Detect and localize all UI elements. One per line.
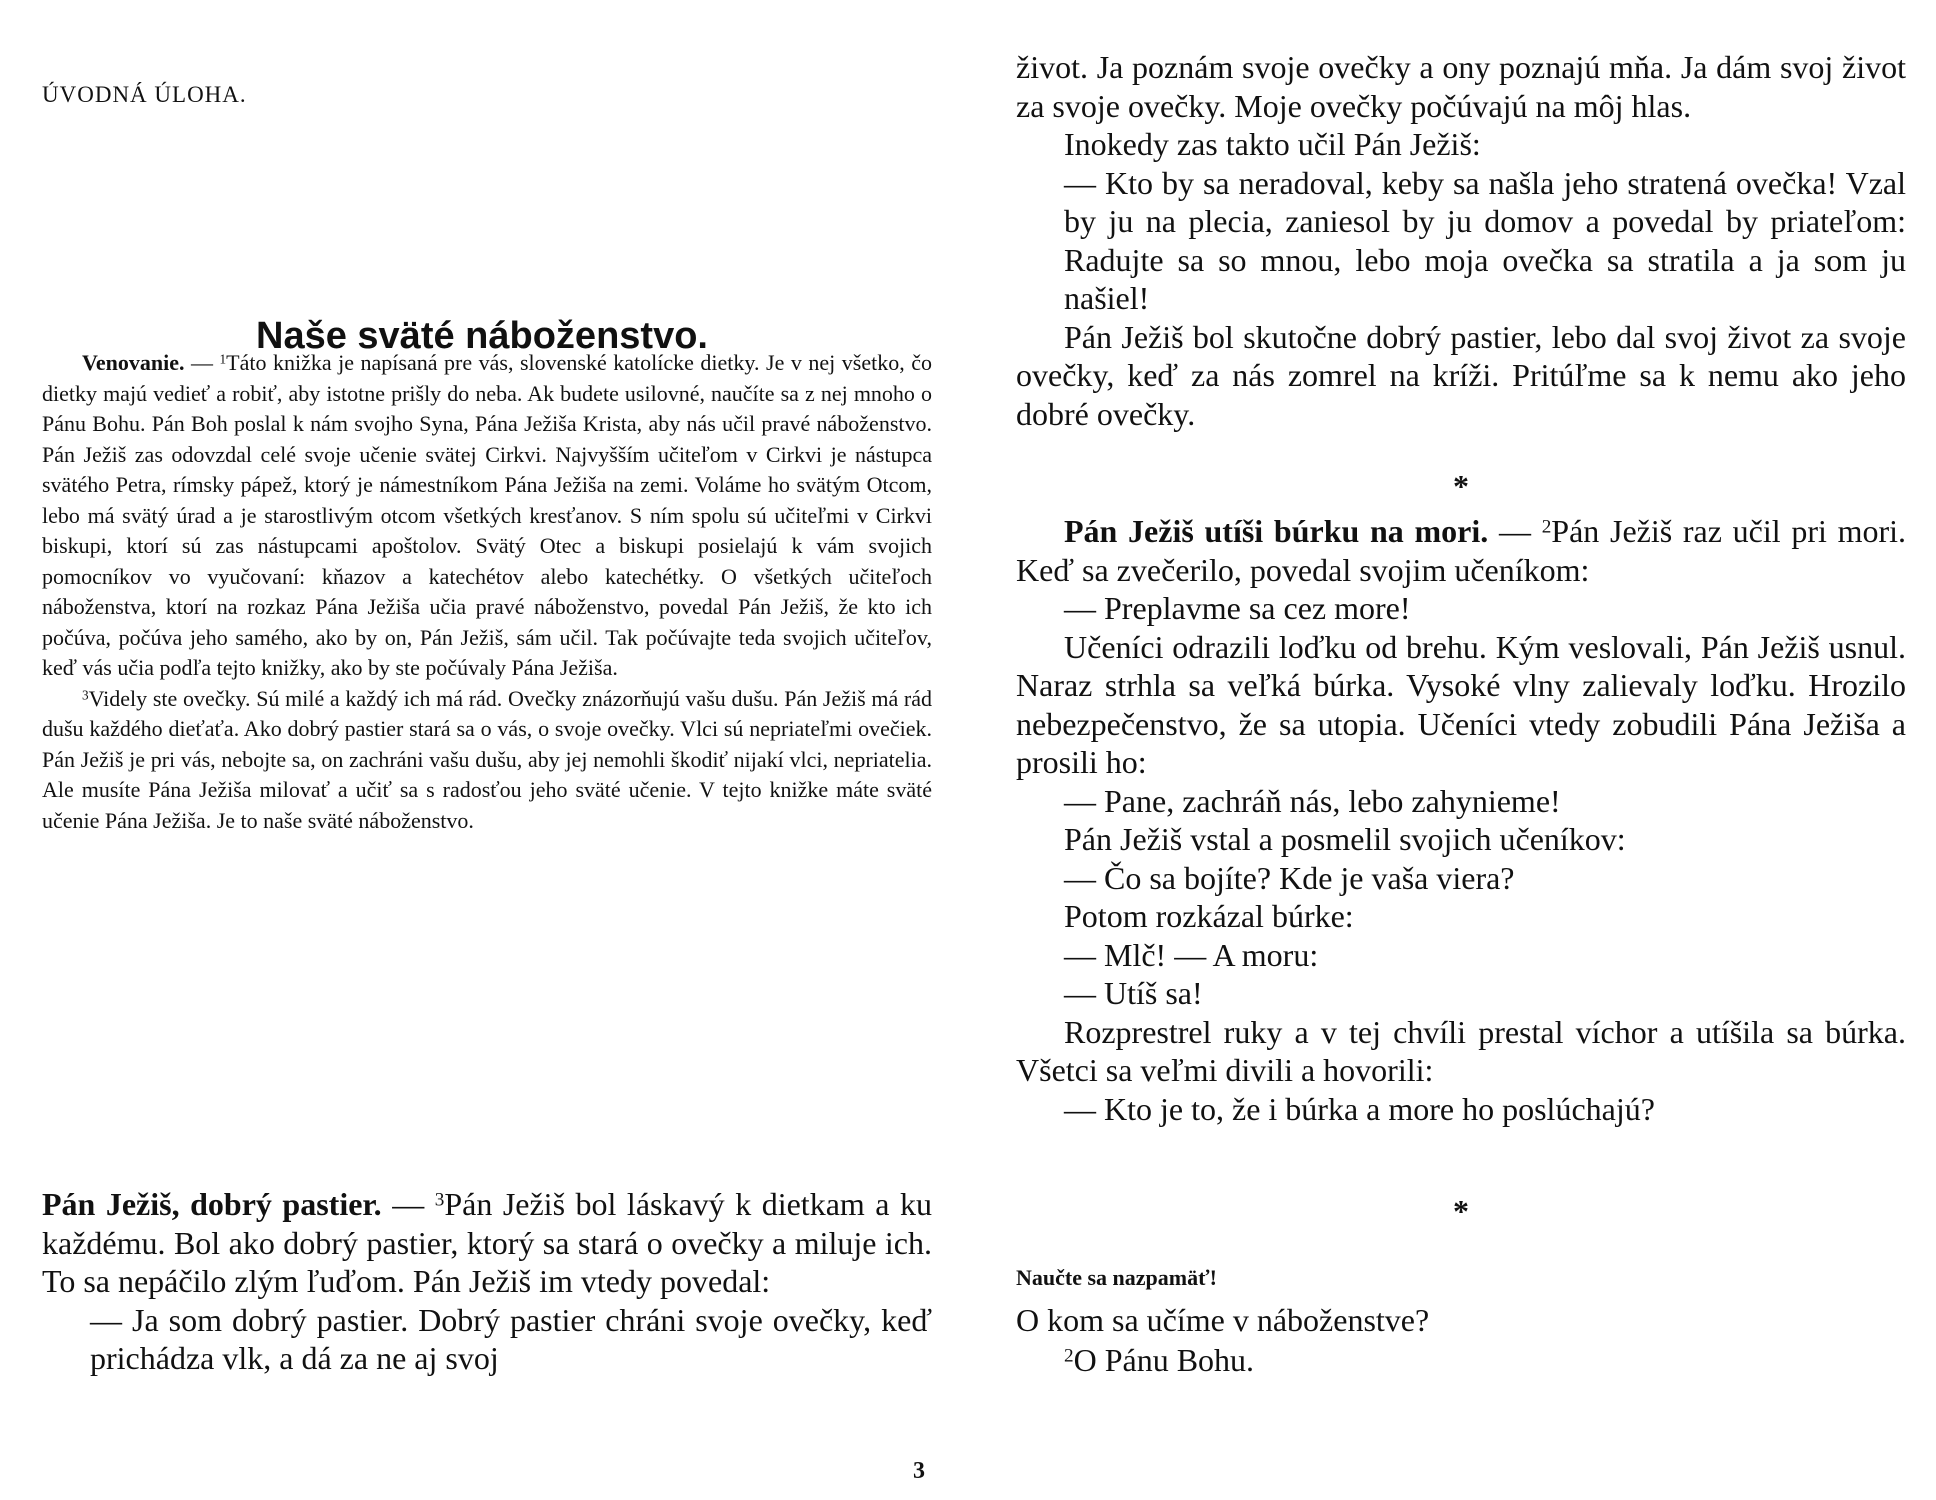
small-print-section	[42, 348, 932, 836]
dedication-text: Táto knižka je napísaná pre vás, slovenské katolícke dietky. Je v nej všetko, čo dietky majú vedieť a robiť, aby istotne prišly do neba. Ak budete usilovné, naučíte sa z nej mnoho o Pánu Bohu. Pán Boh poslal k nám svojho Syna, Pána Ježiša Krista, aby nás učil pravé náboženstvo. Pán Ježiš zas odovzdal celé svoje učenie svätej Cirkvi. Najvyšším učiteľom v Cirkvi je nástupca svätého Petra, rímsky pápež, ktorý je námestníkom Pána Ježiša na zemi. Voláme ho svätým Otcom, lebo má svätý úrad a je starostlivým otcom všetkých kresťanov. S ním spolu sú učiteľmi v Cirkvi biskupi, ktorí sú zas nástupcami apoštolov. Svätý Otec a biskupi posielajú k vám svojich pomocníkov vo vyučovaní: kňazov a katechétov alebo katechétky. O všetkých učiteľoch náboženstva, ktorí na rozkaz Pána Ježiša učia pravé náboženstvo, povedal Pán Ježiš, že kto ich počúva, počúva jeho samého, ako by on, Pán Ježiš, sám učil. Tak počúvajte teda svojich učiteľov, keď vás učia podľa tejto knižky, ako by ste počúvaly Pána Ježiša.	[42, 350, 933, 680]
dedication-number: 1	[219, 351, 227, 367]
storm-line-6: — Kto je to, že i búrka a more ho poslúchajú?	[1064, 1090, 1655, 1127]
section-separator-2: *	[1453, 1193, 1469, 1229]
chapter-title: Naše sväté náboženstvo.	[256, 315, 708, 357]
good-shepherd-number: 3	[434, 1189, 445, 1211]
storm-narrative-3: Potom rozkázal búrke:	[1064, 898, 1354, 934]
good-shepherd-story	[42, 1185, 932, 1378]
storm-narrative-2: Pán Ježiš vstal a posmelil svojich učeníkov:	[1064, 821, 1626, 857]
dedication-paragraph	[42, 348, 932, 684]
right-page	[968, 0, 1936, 1500]
sheep-paragraph-text: Videly ste ovečky. Sú milé a každý ich má rád. Ovečky znázorňujú vašu dušu. Pán Ježiš má rád dušu každého dieťaťa. Ako dobrý pastier stará sa o vás, o svoje ovečky. Vlci sú nepriateľmi ovečiek. Pán Ježiš je pri vás, nebojte sa, on zachráni vašu dušu, aby jej nemohli škodiť nijakí vlci, nepriatelia. Ale musíte Pána Ježiša milovať a učiť sa s radosťou jeho sväté učenie. V tejto knižke máte sväté učenie Pána Ježiša. Je to naše sväté náboženstvo.	[42, 685, 932, 833]
storm-line-1: — Preplavme sa cez more!	[1064, 590, 1411, 626]
good-shepherd-heading: Pán Ježiš, dobrý pastier.	[42, 1186, 382, 1222]
storm-line-4: — Mlč! — A moru:	[1064, 936, 1319, 973]
good-shepherd-intro-text: Pán Ježiš bol láskavý k dietkam a ku každému. Bol ako dobrý pastier, ktorý sa stará o ovečky a miluje ich. To sa nepáčilo zlým ľuďom. Pán Ježiš im vtedy povedal:	[42, 1186, 933, 1299]
good-shepherd-dash: —	[392, 1186, 425, 1222]
lost-sheep-quote: — Kto by sa neradoval, keby sa našla jeho stratená ovečka! Vzal by ju na plecia, zaniesol by ju domov a povedal by priateľom: Radujte sa so mnou, lebo moja ovečka sa stratila a ja som ju našiel!	[1064, 164, 1906, 316]
memorize-answer-number: 2	[1064, 1345, 1074, 1367]
good-shepherd-continued	[1016, 48, 1906, 433]
shepherd-conclusion: Pán Ježiš bol skutočne dobrý pastier, lebo dal svoj život za svoje ovečky, keď za nás zomrel na kríži. Pritúľme sa k nemu ako jeho dobré ovečky.	[1016, 318, 1906, 432]
memorize-section	[1016, 1300, 1906, 1380]
dedication-heading: Venovanie.	[82, 350, 185, 375]
storm-heading: Pán Ježiš utíši búrku na mori.	[1064, 513, 1489, 549]
storm-number: 2	[1541, 516, 1552, 538]
shepherd-continued-text: život. Ja poznám svoje ovečky a ony poznajú mňa. Ja dám svoj život za svoje ovečky. Moje ovečky počúvajú na môj hlas.	[1016, 49, 1906, 124]
dedication-dash: —	[191, 350, 214, 375]
storm-story	[1016, 512, 1906, 1128]
storm-narrative-1: Učeníci odrazili loďku od brehu. Kým veslovali, Pán Ježiš usnul. Naraz strhla sa veľká búrka. Vysoké vlny zalievaly loďku. Hrozilo nebezpečenstvo, že sa utopia. Učeníci vtedy zobudili Pána Ježiša a prosili ho:	[1016, 628, 1906, 780]
memorize-heading: Naučte sa nazpamäť!	[1016, 1265, 1217, 1290]
page-number: 3	[913, 1458, 925, 1484]
storm-intro	[1016, 512, 1906, 589]
good-shepherd-intro	[42, 1185, 932, 1301]
storm-intro-text: Pán Ježiš raz učil pri mori. Keď sa zvečerilo, povedal svojim učeníkom:	[1016, 513, 1907, 588]
chapter-label: ÚVODNÁ ÚLOHA.	[42, 82, 247, 107]
sheep-paragraph	[42, 684, 932, 837]
memorize-question: O kom sa učíme v náboženstve?	[1016, 1302, 1430, 1338]
memorize-answer-text: O Pánu Bohu.	[1073, 1342, 1255, 1378]
good-shepherd-quote: — Ja som dobrý pastier. Dobrý pastier chráni svoje ovečky, keď prichádza vlk, a dá za ne aj svoj	[90, 1301, 932, 1376]
storm-line-5: — Utíš sa!	[1064, 975, 1203, 1011]
sheep-paragraph-number: 3	[82, 686, 89, 702]
memorize-answer	[1016, 1340, 1906, 1380]
lost-sheep-intro: Inokedy zas takto učil Pán Ježiš:	[1064, 126, 1481, 162]
storm-line-3: — Čo sa bojíte? Kde je vaša viera?	[1064, 859, 1515, 896]
storm-dash: —	[1498, 513, 1531, 549]
section-separator: *	[1453, 468, 1469, 504]
storm-line-2: — Pane, zachráň nás, lebo zahynieme!	[1064, 782, 1561, 819]
storm-narrative-4: Rozprestrel ruky a v tej chvíli prestal víchor a utíšila sa búrka. Všetci sa veľmi divili a hovorili:	[1016, 1013, 1906, 1088]
